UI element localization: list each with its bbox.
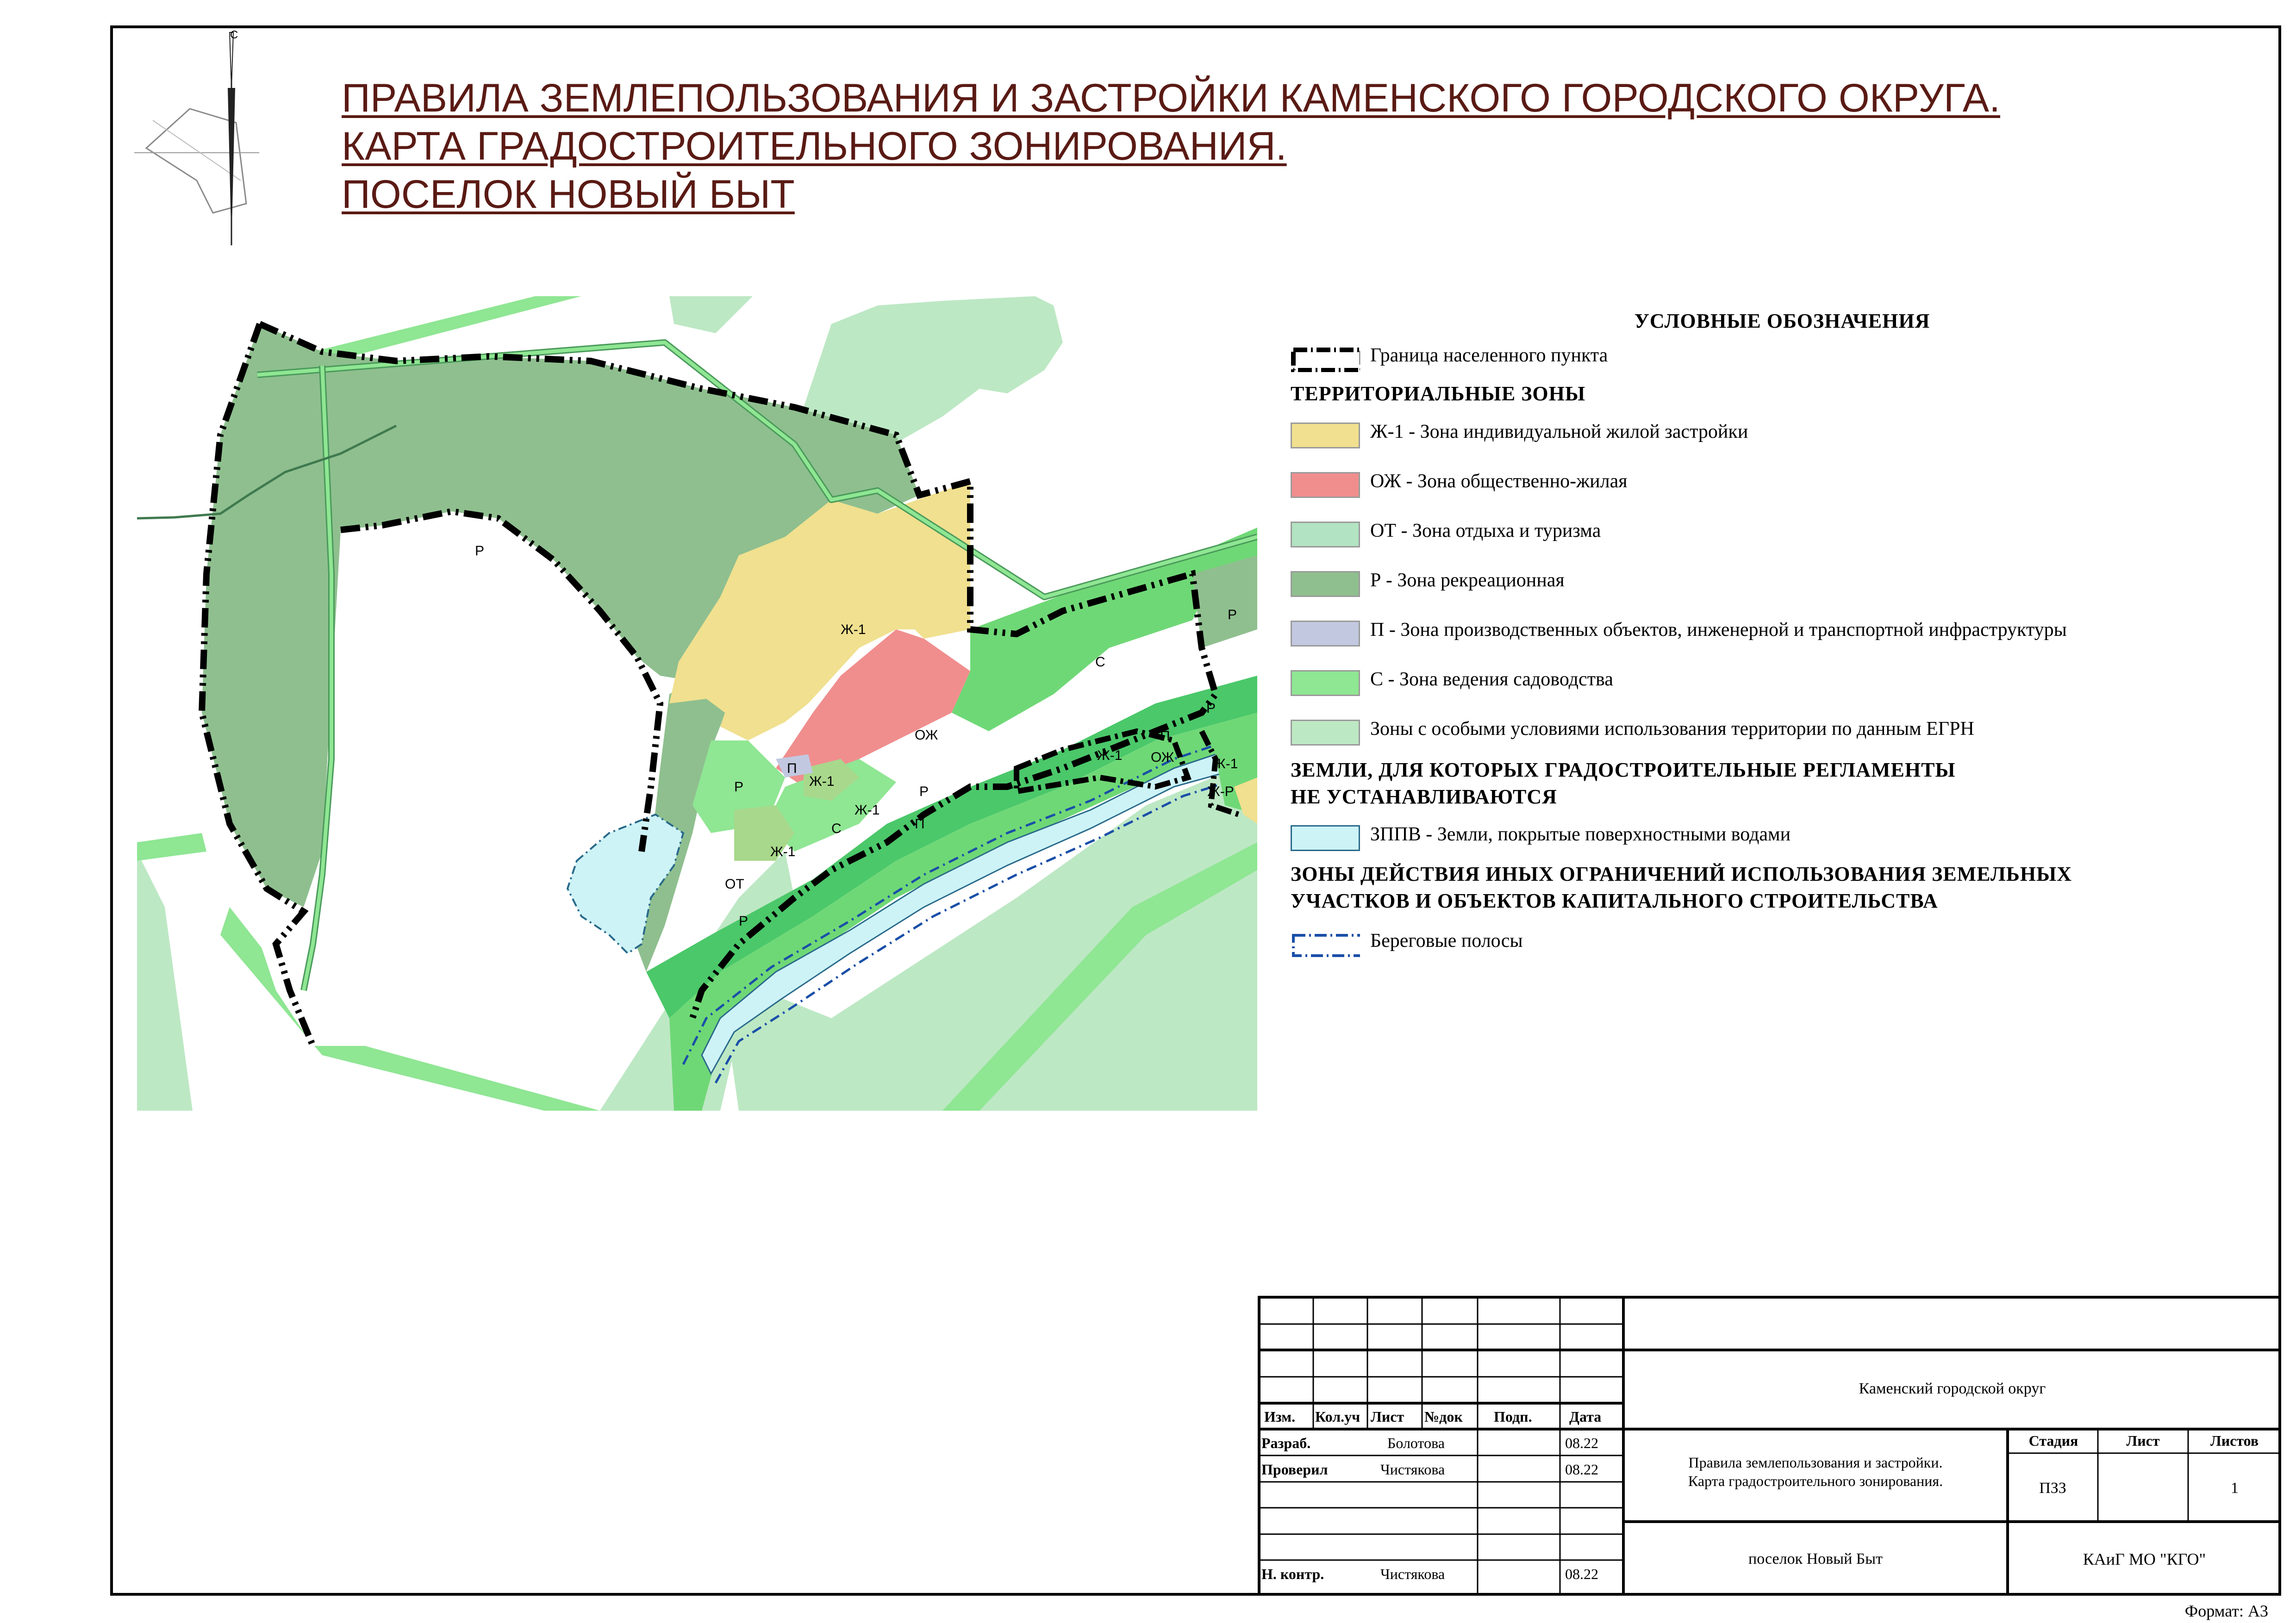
map-label: ОЖ <box>915 728 938 743</box>
stamp-stage: ПЗЗ <box>2039 1480 2066 1497</box>
zone-swatch <box>1291 423 1360 448</box>
stamp-doc-line1: Правила землепользования и застройки. <box>1688 1454 1943 1471</box>
stamp-razrab-name: Болотова <box>1387 1435 1445 1451</box>
map-label: ОЖ <box>1151 750 1174 765</box>
legend-restr-title-1: ЗОНЫ ДЕЙСТВИЯ ИНЫХ ОГРАНИЧЕНИЙ ИСПОЛЬЗОВАНИЯ ЗЕМЕЛЬНЫХ <box>1291 863 2072 885</box>
stamp-header-list: Лист <box>1371 1408 1404 1425</box>
stamp-header-podp: Подп. <box>1494 1408 1532 1425</box>
legend-zone-label: ОТ - Зона отдыха и туризма <box>1370 520 1601 541</box>
stamp-stage-header: Стадия <box>2028 1432 2078 1449</box>
stamp-proveril: Проверил <box>1261 1461 1328 1478</box>
zone-swatch <box>1291 720 1360 746</box>
stamp-nkontr-date: 08.22 <box>1565 1566 1598 1582</box>
title-line-3: ПОСЕЛОК НОВЫЙ БЫТ <box>342 172 795 217</box>
zoning-map[interactable] <box>137 296 1257 1111</box>
north-arrow-icon <box>125 28 292 250</box>
stamp-proveril-name: Чистякова <box>1380 1461 1445 1478</box>
zone-swatch <box>1291 571 1360 597</box>
water-swatch <box>1291 825 1360 851</box>
map-label: Ж-Р <box>1207 784 1234 799</box>
map-label: Р <box>734 779 744 795</box>
stamp-proveril-date: 08.22 <box>1565 1461 1598 1478</box>
legend-zone-label: Р - Зона рекреационная <box>1370 570 1565 591</box>
zone-swatch <box>1291 670 1360 696</box>
zone-swatch <box>1291 472 1360 498</box>
legend-zone-label: Ж-1 - Зона индивидуальной жилой застройки <box>1370 421 1748 442</box>
map-title <box>342 74 2240 218</box>
stamp-razrab: Разраб. <box>1261 1435 1311 1451</box>
stamp-org: Каменский городской округ <box>1859 1380 2046 1397</box>
legend-lands-title-2: НЕ УСТАНАВЛИВАЮТСЯ <box>1291 785 1557 808</box>
map-label: Р <box>739 914 749 929</box>
stamp-doc-title <box>1623 1453 2008 1490</box>
legend-water-label: ЗППВ - Земли, покрытые поверхностными водами <box>1370 824 1791 845</box>
legend-title: УСЛОВНЫЕ ОБОЗНАЧЕНИЯ <box>1634 310 1930 332</box>
stamp-doc-line2: Карта градостроительного зонирования. <box>1688 1473 1943 1489</box>
stamp-place: поселок Новый Быт <box>1748 1550 1883 1567</box>
map-label: Р <box>1228 607 1237 622</box>
legend-zone-label: Зоны с особыми условиями использования территории по данным ЕГРН <box>1370 718 1974 740</box>
legend-boundary-label: Граница населенного пункта <box>1370 345 1608 366</box>
shore-swatch-icon <box>1291 932 1360 958</box>
legend-territorial-title: ТЕРРИТОРИАЛЬНЫЕ ЗОНЫ <box>1291 382 1586 405</box>
map-label: С <box>1095 654 1105 670</box>
map-label: Р <box>1206 701 1216 716</box>
stamp-header-ndok: №док <box>1424 1408 1463 1425</box>
map-label: ОТ <box>725 877 744 892</box>
stamp-lists: 1 <box>2231 1480 2239 1497</box>
map-label: П <box>915 816 925 832</box>
title-line-2: КАРТА ГРАДОСТРОИТЕЛЬНОГО ЗОНИРОВАНИЯ. <box>342 124 1287 168</box>
legend-zone-label: С - Зона ведения садоводства <box>1370 669 1613 690</box>
stamp-list-header: Лист <box>2126 1432 2160 1449</box>
map-label: П <box>787 761 797 776</box>
map-label: Ж-1 <box>1213 756 1238 771</box>
legend-restr-title-2: УЧАСТКОВ И ОБЪЕКТОВ КАПИТАЛЬНОГО СТРОИТЕЛЬСТВА <box>1291 889 1938 912</box>
map-label: Ж-1 <box>841 622 866 637</box>
map-label: Ж-1 <box>855 802 880 818</box>
stamp-nkontr: Н. контр. <box>1261 1566 1324 1582</box>
legend-zone-label: ОЖ - Зона общественно-жилая <box>1370 471 1628 492</box>
map-label: Ж-1 <box>809 774 835 789</box>
map-label: Р <box>919 784 929 799</box>
title-line-1: ПРАВИЛА ЗЕМЛЕПОЛЬЗОВАНИЯ И ЗАСТРОЙКИ КАМЕНСКОГО ГОРОДСКОГО ОКРУГА. <box>342 76 2000 120</box>
map-label: С <box>831 821 842 836</box>
title-block <box>1258 1296 2281 1596</box>
stamp-header-date: Дата <box>1569 1408 1602 1425</box>
map-label: Р <box>475 543 485 559</box>
legend-shore-label: Береговые полосы <box>1370 930 1523 951</box>
zone-swatch <box>1291 621 1360 647</box>
map-label: Ж-1 <box>1097 748 1123 763</box>
map-label: Ж-1 <box>770 844 796 859</box>
stamp-header-kol: Кол.уч <box>1315 1408 1360 1425</box>
map-label: П <box>1160 728 1170 744</box>
legend-lands-title-1: ЗЕМЛИ, ДЛЯ КОТОРЫХ ГРАДОСТРОИТЕЛЬНЫЕ РЕГЛАМЕНТЫ <box>1291 759 1956 781</box>
format-label: Формат: А3 <box>2184 1602 2268 1620</box>
north-letter: С <box>230 29 238 41</box>
stamp-header-izm: Изм. <box>1264 1408 1296 1425</box>
stamp-company: КАиГ МО "КГО" <box>2083 1550 2206 1568</box>
boundary-swatch-icon <box>1291 346 1360 372</box>
egrn-zone <box>669 296 753 333</box>
stamp-lists-header: Листов <box>2210 1432 2259 1449</box>
stamp-nkontr-name: Чистякова <box>1380 1566 1445 1582</box>
stamp-razrab-date: 08.22 <box>1565 1435 1598 1451</box>
road-band <box>137 833 206 861</box>
legend-zone-label: П - Зона производственных объектов, инженерной и транспортной инфраструктуры <box>1370 619 2067 640</box>
egrn-zone <box>137 852 193 1111</box>
zone-swatch <box>1291 522 1360 547</box>
